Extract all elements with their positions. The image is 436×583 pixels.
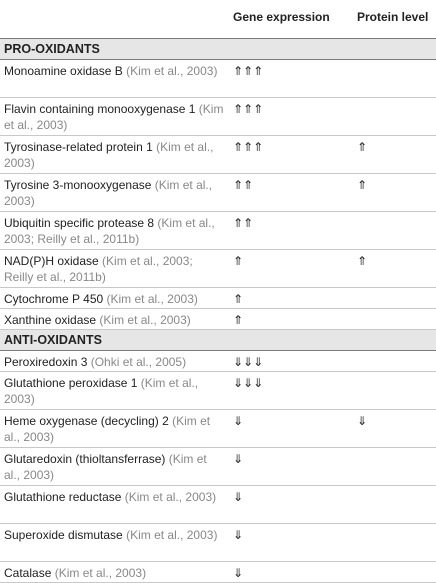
table-row	[0, 410, 436, 448]
protein-level-value: ⇑	[357, 140, 368, 154]
protein-level-value: ⇑	[357, 178, 368, 192]
gene-expression-value: ⇑⇑⇑	[233, 64, 264, 78]
row-name	[4, 291, 224, 307]
citation: (Kim et al., 2003)	[54, 566, 147, 580]
protein-level-header: Protein level	[357, 10, 429, 24]
citation: (Kim et al., 2003)	[106, 292, 198, 306]
enzyme-name: Superoxide dismutase	[4, 528, 127, 542]
gene-expression-value: ⇑	[233, 292, 244, 306]
protein-level-value: ⇑	[357, 254, 368, 268]
citation: (Kim et al., 2003; Reilly et al., 2011b)	[4, 254, 193, 284]
section-header: PRO-OXIDANTS	[0, 39, 436, 60]
citation: (Kim et al., 2003)	[4, 178, 213, 208]
citation: (Kim et al., 2003; Reilly et al., 2011b)	[4, 216, 215, 246]
table-row	[0, 288, 436, 309]
gene-expression-value: ⇑	[233, 254, 244, 268]
table-row	[0, 174, 436, 212]
citation: (Kim et al., 2003)	[124, 490, 217, 504]
row-name	[4, 451, 224, 483]
table-row	[0, 98, 436, 136]
citation: (Kim et al., 2003)	[126, 528, 218, 542]
enzyme-name: Peroxiredoxin 3	[4, 355, 91, 369]
row-name	[4, 565, 224, 581]
row-name	[4, 489, 224, 505]
row-name	[4, 413, 224, 445]
gene-expression-value: ⇑	[233, 313, 244, 327]
gene-expression-value: ⇓	[233, 566, 244, 580]
gene-expression-value: ⇑⇑	[233, 216, 254, 230]
gene-expression-value: ⇓	[233, 414, 244, 428]
enzyme-name: Cytochrome P 450	[4, 292, 107, 306]
row-name	[4, 215, 224, 247]
gene-expression-value: ⇑⇑⇑	[233, 102, 264, 116]
gene-expression-value: ⇓	[233, 452, 244, 466]
gene-expression-value: ⇓	[233, 490, 244, 504]
citation: (Kim et al., 2003)	[126, 64, 218, 78]
enzyme-name: Glutaredoxin (thioltansferrase)	[4, 452, 169, 466]
row-name	[4, 253, 224, 285]
citation: (Kim et al., 2003)	[4, 414, 211, 444]
table-row	[0, 448, 436, 486]
gene-expression-value: ⇓⇓⇓	[233, 355, 264, 369]
table-row	[0, 372, 436, 410]
enzyme-name: NAD(P)H oxidase	[4, 254, 103, 268]
enzyme-name: Flavin containing monooxygenase 1	[4, 102, 199, 116]
table-body	[0, 39, 436, 583]
gene-expression-header: Gene expression	[233, 10, 330, 24]
table-row	[0, 351, 436, 372]
table-row	[0, 212, 436, 250]
citation: (Kim et al., 2003)	[4, 140, 214, 170]
enzyme-name: Glutathione peroxidase 1	[4, 376, 141, 390]
row-name	[4, 139, 224, 171]
table-row	[0, 250, 436, 288]
table-row	[0, 309, 436, 330]
row-name	[4, 177, 224, 209]
row-name	[4, 375, 224, 407]
enzyme-name: Heme oxygenase (decycling) 2	[4, 414, 173, 428]
citation: (Ohki et al., 2005)	[90, 355, 187, 369]
gene-expression-value: ⇑⇑	[233, 178, 254, 192]
row-name	[4, 527, 224, 543]
table-row	[0, 486, 436, 524]
enzyme-name: Xanthine oxidase	[4, 313, 100, 327]
citation: (Kim et al., 2003)	[4, 376, 199, 406]
table-row	[0, 524, 436, 562]
gene-expression-value: ⇑⇑⇑	[233, 140, 264, 154]
table-row	[0, 60, 436, 98]
enzyme-name: Tyrosine 3-monooxygenase	[4, 178, 155, 192]
section-header: ANTI-OXIDANTS	[0, 330, 436, 351]
gene-expression-value: ⇓	[233, 528, 244, 542]
table-header	[0, 0, 436, 39]
enzyme-name: Ubiquitin specific protease 8	[4, 216, 158, 230]
row-name	[4, 354, 224, 370]
gene-expression-value: ⇓⇓⇓	[233, 376, 264, 390]
row-name	[4, 63, 224, 79]
row-name	[4, 312, 224, 328]
table-row	[0, 562, 436, 583]
enzyme-name: Catalase	[4, 566, 55, 580]
table-row	[0, 136, 436, 174]
enzyme-name: Monoamine oxidase B	[4, 64, 127, 78]
enzyme-name: Tyrosinase-related protein 1	[4, 140, 157, 154]
row-name	[4, 101, 224, 133]
citation: (Kim et al., 2003)	[99, 313, 191, 327]
enzyme-name: Glutathione reductase	[4, 490, 125, 504]
protein-level-value: ⇓	[357, 414, 368, 428]
citation: (Kim et al., 2003)	[4, 102, 224, 132]
citation: (Kim et al., 2003)	[4, 452, 207, 482]
